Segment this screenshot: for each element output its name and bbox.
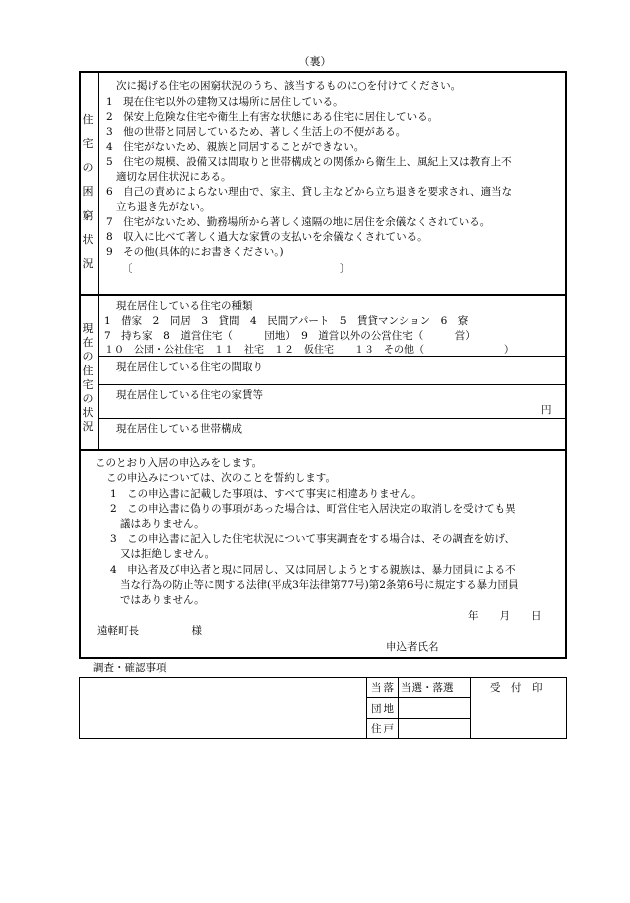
household-heading: 現在居住している世帯構成 [116,423,242,435]
pledge-item-4: 4 申込者及び申込者と現に同居し、又は同居しようとする親族は、暴力団員による不 [110,564,516,576]
housing-type-line1[interactable]: 1 借家 2 同居 3 貸間 4 民間アパート 5 賃貸マンション 6 寮 [104,315,469,327]
check-col-tou: 当落 [371,682,396,694]
check-col-divider-2 [398,677,399,739]
floor-plan-heading: 現在居住している住宅の間取り [116,361,263,373]
pledge-item-3: 3 この申込書に記入した住宅状況について事実調査をする場合は、その調査を妨げ、 [110,533,516,545]
check-col-divider-3 [470,677,471,739]
section2-label-text: 現在の住宅の状況 [82,322,94,433]
rent-unit: 円 [541,404,552,416]
hardship-item-6: 6 自己の責めによらない理由で、家主、貸し主などから立ち退きを要求され、適当な [106,186,513,198]
page-title: （裏） [298,55,332,68]
section1-intro: 次に掲げる住宅の困窮状況のうち、該当するものに○を付けてください。 [116,80,462,92]
other-detail-input[interactable] [134,262,334,278]
check-col-result: 当選・落選 [401,682,454,694]
check-row-divider-2 [366,718,470,719]
hardship-item-8: 8 収入に比べて著しく過大な家賃の支払いを余儀なくされている。 [106,231,428,243]
hardship-item-4: 4 住宅がないため、親族と同居することができない。 [106,141,365,153]
section1-label [82,108,96,276]
rent-heading: 現在居住している住宅の家賃等 [116,389,263,401]
pledge-item-3-cont: 又は拒絶しません。 [120,548,216,560]
section1-label-text: 住宅の困窮状況 [82,113,94,270]
pledge-item-2: 2 この申込書に偽りの事項があった場合は、町営住宅入居決定の取消しを受けても異 [110,503,516,515]
housing-type-line2[interactable]: 7 持ち家 8 道営住宅（ 団地） 9 道営以外の公営住宅（ 営） [104,330,476,342]
section2-bottom-border [80,449,566,451]
hardship-item-9: 9 その他(具体的にお書きください。) [106,246,284,258]
hardship-item-5: 5 住宅の規模、設備又は間取りと世帯構成との関係から衛生上、風紀上又は教育上不 [106,156,512,168]
housing-type-line3[interactable]: １０ 公団・公社住宅 １１ 社宅 １２ 仮住宅 １３ その他（ ） [104,345,514,356]
section1-bottom-border [80,294,566,296]
check-col-divider-1 [366,677,367,739]
pledge-item-1: 1 この申込書に記載した事項は、すべて事実に相違ありません。 [110,488,422,500]
rent-row-bottom [98,418,566,419]
receipt-stamp-label: 受 付 印 [490,682,543,694]
hardship-item-7: 7 住宅がないため、勤務場所から著しく遠隔の地に居住を余儀なくされている。 [106,216,491,228]
layout-row-bottom [98,384,566,385]
hardship-item-6-cont: 立ち退き先がない。 [116,201,211,213]
check-heading: 調査・確認事項 [93,662,167,674]
pledge-item-4-cont1: 当な行為の防止等に関する法律(平成3年法律第77号)第2条第6号に規定する暴力団員 [120,579,519,591]
label-column-divider [98,72,99,450]
hardship-item-5-cont: 適切な居住状況にある。 [116,171,232,183]
applicant-name-label: 申込者氏名 [386,641,439,653]
application-date[interactable]: 年 月 日 [468,610,542,622]
section2-label [82,322,96,434]
check-row-divider-1 [366,697,470,698]
pledge-item-4-cont2: ではありません。 [120,594,205,606]
check-row-jyuko: 住戸 [371,723,396,735]
other-bracket-open: 〔 [122,263,133,275]
check-row-danchi: 団地 [371,703,396,715]
pledge-line1: このとおり入居の申込みをします。 [95,457,263,469]
addressee: 遠軽町長 様 [97,625,202,637]
other-bracket-close: 〕 [340,263,351,275]
hardship-item-3: 3 他の世帯と同居しているため、著しく生活上の不便がある。 [106,126,407,138]
pledge-line2: この申込みについては、次のことを誓約します。 [106,472,336,484]
hardship-item-1: 1 現在住宅以外の建物又は場所に居住している。 [106,96,344,108]
hardship-item-2: 2 保安上危険な住宅や衛生上有害な状態にある住宅に居住している。 [106,111,439,123]
housing-type-heading: 現在居住している住宅の種類 [116,300,253,312]
pledge-item-2-cont: 議はありません。 [120,518,205,530]
